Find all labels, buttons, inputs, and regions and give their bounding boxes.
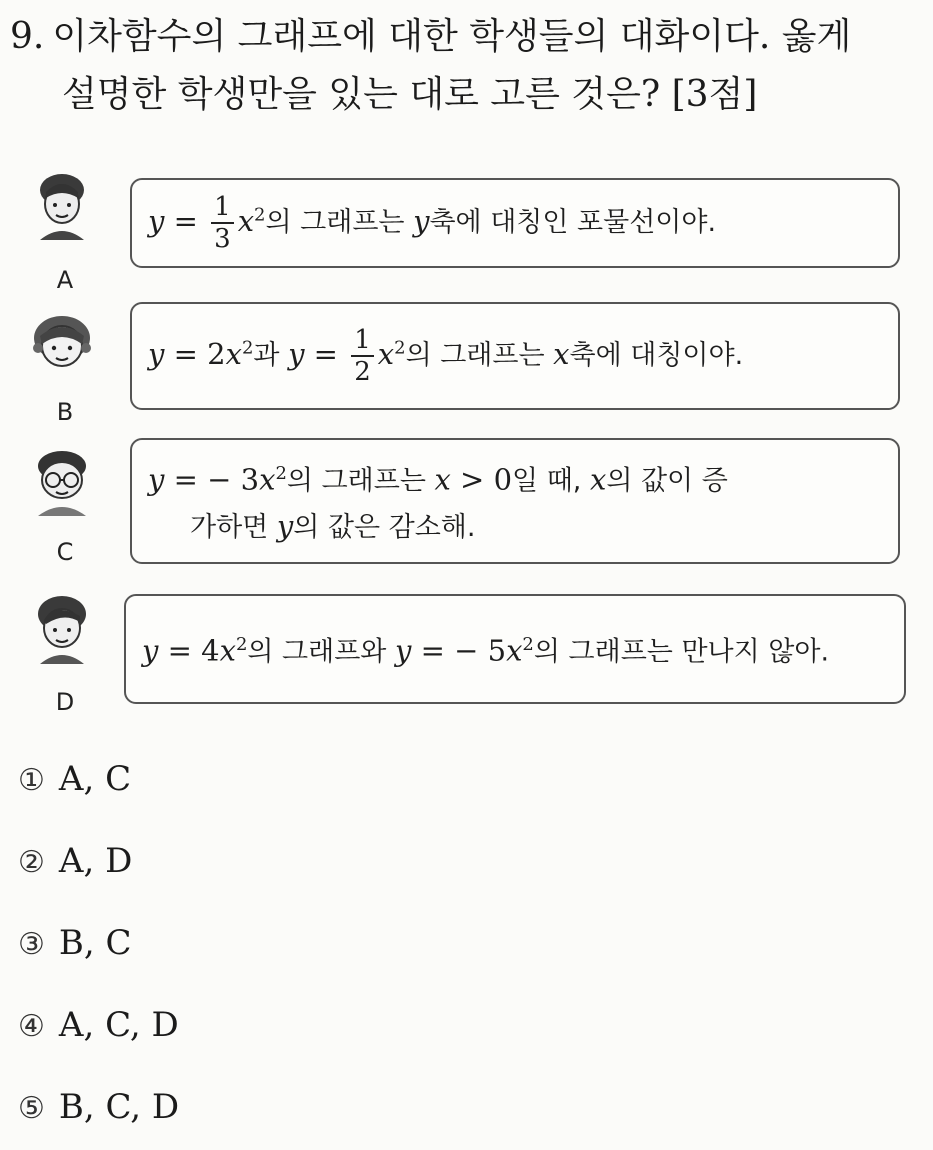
statement-text: 과 xyxy=(253,340,289,371)
student-d-statement xyxy=(142,623,829,675)
question-line-2: 설명한 학생만을 있는 대로 고른 것은? [3점] xyxy=(62,74,758,115)
statement-text: 의 그래프는 xyxy=(265,207,414,238)
student-d xyxy=(0,590,933,720)
student-c-statement xyxy=(148,452,728,504)
fraction xyxy=(211,192,234,254)
fraction-numerator: 1 xyxy=(351,325,374,357)
math-exponent: 2 xyxy=(522,634,534,656)
fraction-denominator: 2 xyxy=(354,357,371,387)
math-variable: y xyxy=(413,204,430,238)
math-expression: = 2 xyxy=(164,337,226,371)
student-b xyxy=(0,296,933,428)
math-variable: x xyxy=(589,462,607,497)
math-expression: = − 3 xyxy=(164,462,260,497)
choice-5-number: ⑤ xyxy=(18,1091,45,1126)
choice-4[interactable] xyxy=(18,984,179,1066)
math-variable: y xyxy=(148,337,165,371)
statement-text: 가하면 xyxy=(190,511,277,543)
math-variable: y xyxy=(394,633,412,668)
math-exponent: 2 xyxy=(275,463,287,485)
student-c-avatar xyxy=(24,444,100,520)
choice-2-number: ② xyxy=(18,845,45,880)
choice-1-number: ① xyxy=(18,763,45,798)
choice-3[interactable] xyxy=(18,902,179,984)
math-variable: y xyxy=(148,462,165,497)
choice-4-number: ④ xyxy=(18,1009,45,1044)
math-variable: y xyxy=(276,508,294,543)
fraction xyxy=(351,325,374,387)
choice-3-text: B, C xyxy=(58,923,132,963)
math-variable: x xyxy=(237,204,255,238)
choice-2[interactable] xyxy=(18,820,179,902)
math-expression: = − 5 xyxy=(411,633,507,668)
statement-text: 의 값이 증 xyxy=(606,465,728,497)
question-line-1 xyxy=(10,8,925,66)
math-expression: = xyxy=(164,204,208,238)
math-expression: > 0 xyxy=(450,462,513,497)
statement-text: 의 그래프는 xyxy=(286,465,435,497)
math-variable: x xyxy=(434,462,451,497)
math-variable: x xyxy=(553,337,570,371)
math-variable: x xyxy=(219,633,236,668)
student-a-avatar xyxy=(24,168,100,244)
math-exponent: 2 xyxy=(254,204,266,226)
math-variable: x xyxy=(377,337,395,371)
answer-choices xyxy=(18,738,179,1148)
choice-2-text: A, D xyxy=(58,841,133,881)
question-text-1: 이차함수의 그래프에 대한 학생들의 대화이다. 옳게 xyxy=(52,16,852,57)
math-expression: = xyxy=(304,337,348,371)
fraction-numerator: 1 xyxy=(211,192,234,224)
statement-text: 축에 대칭이야. xyxy=(569,340,744,371)
statement-text: 일 때, xyxy=(512,465,590,497)
choice-4-text: A, C, D xyxy=(58,1005,179,1045)
student-b-label: B xyxy=(56,398,74,426)
math-exponent: 2 xyxy=(241,337,254,359)
math-variable: y xyxy=(288,337,305,371)
student-a xyxy=(0,160,933,294)
math-variable: x xyxy=(506,633,523,668)
statement-text: 의 그래프는 xyxy=(405,340,554,371)
student-d-label: D xyxy=(55,688,75,716)
statement-text: 의 그래프와 xyxy=(247,636,395,668)
choice-3-number: ③ xyxy=(18,927,45,962)
student-b-statement xyxy=(148,325,743,387)
math-variable: y xyxy=(148,204,165,238)
question-stem xyxy=(10,8,925,124)
student-a-statement xyxy=(148,192,716,254)
statement-text: 의 그래프는 만나지 않아. xyxy=(533,636,830,668)
math-exponent: 2 xyxy=(394,337,406,359)
student-c xyxy=(0,432,933,582)
math-variable: y xyxy=(142,633,159,668)
student-b-avatar xyxy=(24,306,100,382)
math-variable: x xyxy=(259,462,276,497)
student-d-avatar xyxy=(24,590,100,666)
statement-text: 축에 대칭인 포물선이야. xyxy=(429,207,717,238)
student-d-bubble xyxy=(124,594,906,704)
choice-1[interactable] xyxy=(18,738,179,820)
student-c-statement-cont xyxy=(148,504,475,550)
math-expression: = 4 xyxy=(158,633,220,668)
choice-5[interactable] xyxy=(18,1066,179,1148)
statement-text: 의 값은 감소해. xyxy=(293,511,476,543)
fraction-denominator: 3 xyxy=(214,224,231,254)
question-number: 9. xyxy=(10,16,45,57)
math-variable: x xyxy=(225,337,242,371)
student-c-bubble xyxy=(130,438,900,564)
student-a-bubble xyxy=(130,178,900,268)
student-c-label: C xyxy=(56,538,74,566)
choice-5-text: B, C, D xyxy=(58,1087,180,1127)
choice-1-text: A, C xyxy=(58,759,132,799)
student-b-bubble xyxy=(130,302,900,410)
math-exponent: 2 xyxy=(235,634,248,656)
student-a-label: A xyxy=(56,266,74,294)
